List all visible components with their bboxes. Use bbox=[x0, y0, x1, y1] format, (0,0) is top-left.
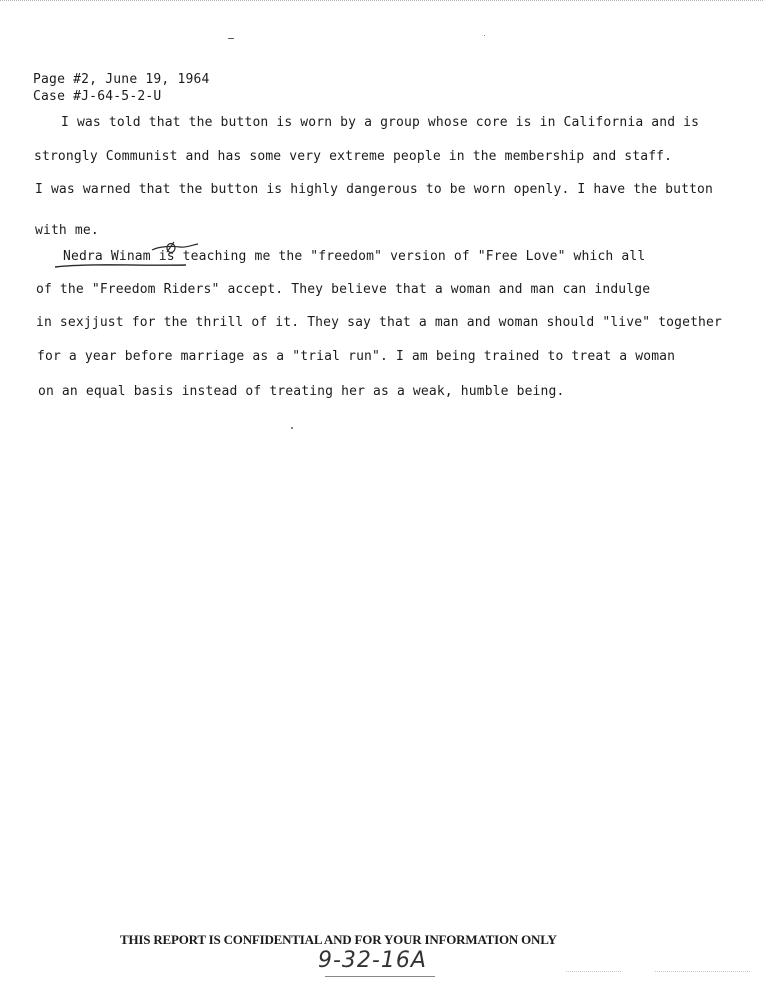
body-line-2: strongly Communist and has some very extreme people in the membership and staff. bbox=[34, 149, 673, 164]
handwritten-underline-mark bbox=[52, 236, 202, 272]
top-edge-perforation bbox=[0, 0, 763, 7]
body-line-8: for a year before marriage as a "trial run". I am being trained to treat a woman bbox=[37, 349, 676, 364]
scan-speck bbox=[228, 38, 234, 39]
body-line-5-text: teaching me the "freedom" version of "Free Love" which all bbox=[182, 249, 646, 264]
body-line-7: in sexjjust for the thrill of it. They say that a man and woman should "live" together bbox=[36, 315, 722, 330]
body-line-3: I was warned that the button is highly dangerous to be worn openly. I have the button bbox=[35, 182, 714, 197]
page-header bbox=[33, 71, 210, 105]
scan-speck bbox=[291, 427, 293, 429]
scan-noise-dots bbox=[566, 971, 621, 972]
body-line-6: of the "Freedom Riders" accept. They believe that a woman and man can indulge bbox=[36, 282, 651, 297]
body-line-1: I was told that the button is worn by a group whose core is in California and is bbox=[61, 115, 700, 130]
confidentiality-notice: THIS REPORT IS CONFIDENTIAL AND FOR YOUR INFORMATION ONLY bbox=[120, 932, 557, 947]
page-date-line: Page #2, June 19, 1964 bbox=[33, 72, 210, 87]
handwritten-file-number: 9-32-16A bbox=[318, 948, 427, 973]
file-number-underline bbox=[325, 976, 435, 977]
body-line-9: on an equal basis instead of treating her as a weak, humble being. bbox=[38, 384, 565, 399]
body-line-4: with me. bbox=[35, 223, 99, 238]
underlined-name: Nedra Winam is bbox=[63, 249, 175, 264]
scan-speck bbox=[484, 35, 485, 36]
case-number-line: Case #J-64-5-2-U bbox=[33, 89, 162, 104]
scan-noise-dots bbox=[655, 971, 750, 972]
